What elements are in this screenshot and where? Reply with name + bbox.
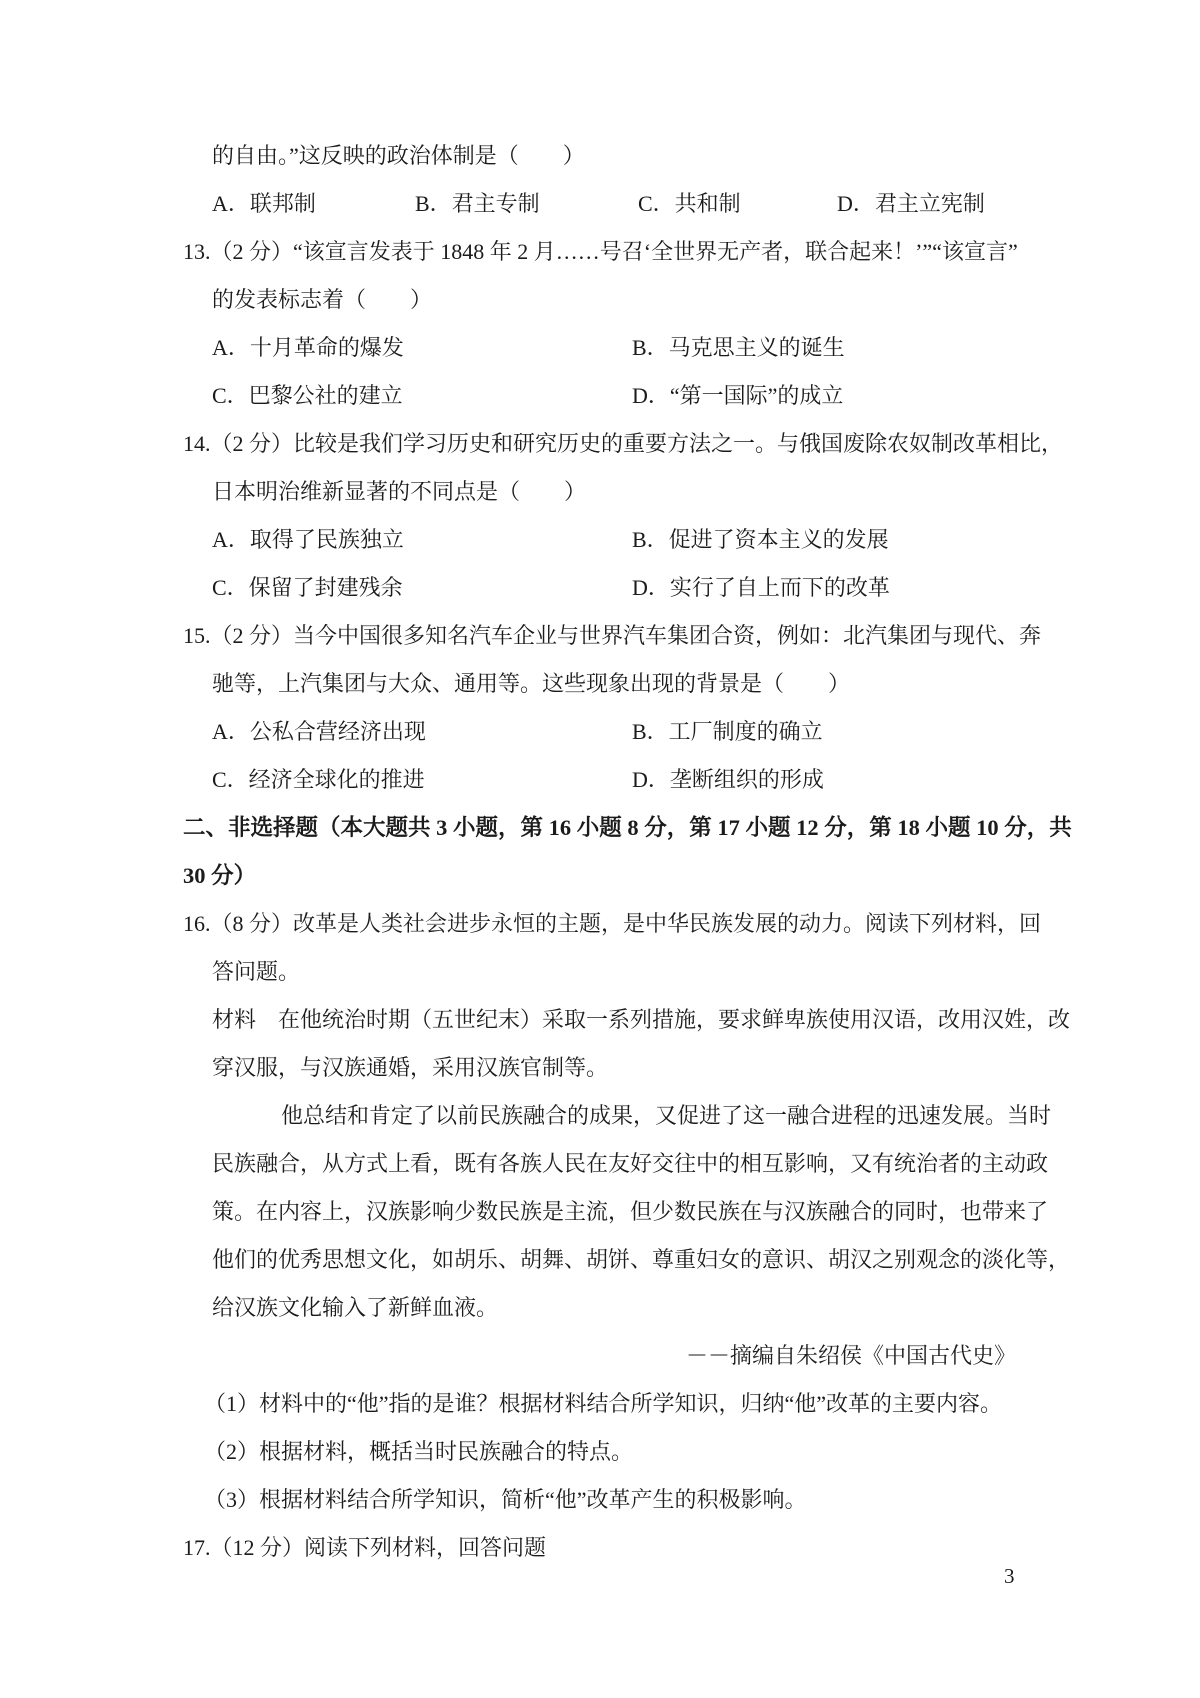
option-row <box>0 180 1200 228</box>
citation-line: －－摘编自朱绍侯《中国古代史》 <box>685 1343 1016 1368</box>
option-item: C．共和制 <box>638 191 741 216</box>
option-item: D．垄断组织的形成 <box>632 767 824 792</box>
option-item: A．十月革命的爆发 <box>212 335 404 360</box>
question-line: 17.（12 分）阅读下列材料，回答问题 <box>183 1535 547 1560</box>
text-line: 他们的优秀思想文化，如胡乐、胡舞、胡饼、尊重妇女的意识、胡汉之别观念的淡化等， <box>212 1247 1071 1272</box>
text-line: 驰等，上汽集团与大众、通用等。这些现象出现的背景是（ ） <box>212 671 851 696</box>
option-item: A．公私合营经济出现 <box>212 719 426 744</box>
option-item: A．取得了民族独立 <box>212 527 404 552</box>
option-item: D．“第一国际”的成立 <box>632 383 844 408</box>
text-line: 答问题。 <box>212 959 301 984</box>
option-item: B．君主专制 <box>415 191 540 216</box>
text-line: 他总结和肯定了以前民族融合的成果，又促进了这一融合进程的迅速发展。当时 <box>281 1103 1052 1128</box>
option-item: A．联邦制 <box>212 191 316 216</box>
option-item: B．促进了资本主义的发展 <box>632 527 889 552</box>
text-line: 的自由。”这反映的政治体制是（ ） <box>212 143 585 168</box>
option-row <box>0 372 1200 420</box>
option-item: D．君主立宪制 <box>837 191 985 216</box>
text-line: 材料 在他统治时期（五世纪末）采取一系列措施，要求鲜卑族使用汉语，改用汉姓，改 <box>212 1007 1071 1032</box>
text-line: 给汉族文化输入了新鲜血液。 <box>212 1295 499 1320</box>
option-item: B．工厂制度的确立 <box>632 719 823 744</box>
option-item: D．实行了自上而下的改革 <box>632 575 890 600</box>
text-line: 的发表标志着（ ） <box>212 287 433 312</box>
option-item: C．巴黎公社的建立 <box>212 383 403 408</box>
option-row <box>0 324 1200 372</box>
text-line: （3）根据材料结合所学知识，简析“他”改革产生的积极影响。 <box>204 1487 807 1512</box>
option-row <box>0 708 1200 756</box>
question-line: 14.（2 分）比较是我们学习历史和研究历史的重要方法之一。与俄国废除农奴制改革相比， <box>183 431 1064 456</box>
option-row <box>0 756 1200 804</box>
text-line: 民族融合，从方式上看，既有各族人民在友好交往中的相互影响，又有统治者的主动政 <box>212 1151 1049 1176</box>
question-line: 16.（8 分）改革是人类社会进步永恒的主题，是中华民族发展的动力。阅读下列材料，回 <box>183 911 1042 936</box>
page-number: 3 <box>1004 1564 1015 1588</box>
section-header-line: 30 分） <box>183 863 257 888</box>
option-row <box>0 564 1200 612</box>
option-item: B．马克思主义的诞生 <box>632 335 845 360</box>
text-line: 策。在内容上，汉族影响少数民族是主流，但少数民族在与汉族融合的同时，也带来了 <box>212 1199 1049 1224</box>
option-row <box>0 516 1200 564</box>
option-item: C．经济全球化的推进 <box>212 767 425 792</box>
text-line: （2）根据材料，概括当时民族融合的特点。 <box>204 1439 634 1464</box>
text-line: （1）材料中的“他”指的是谁？根据材料结合所学知识，归纳“他”改革的主要内容。 <box>204 1391 1003 1416</box>
exam-body <box>0 132 1200 1572</box>
question-line: 15.（2 分）当今中国很多知名汽车企业与世界汽车集团合资，例如：北汽集团与现代、奔 <box>183 623 1042 648</box>
question-line: 13.（2 分）“该宣言发表于 1848 年 2 月……号召‘全世界无产者，联合起来！’”“该宣言” <box>183 239 1018 264</box>
option-item: C．保留了封建残余 <box>212 575 403 600</box>
section-header-line: 二、非选择题（本大题共 3 小题，第 16 小题 8 分，第 17 小题 12 分，第 18 小题 10 分，共 <box>183 815 1072 840</box>
text-line: 日本明治维新显著的不同点是（ ） <box>212 479 587 504</box>
text-line: 穿汉服，与汉族通婚，采用汉族官制等。 <box>212 1055 609 1080</box>
